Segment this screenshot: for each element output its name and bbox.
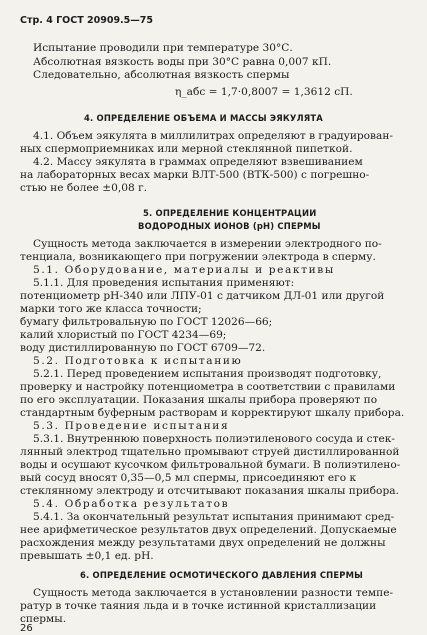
text-line: стью не более ±0,08 г. bbox=[20, 182, 147, 194]
text-line: лянный электрод тщательно промывают струей дистиллированной bbox=[20, 446, 400, 458]
text-line: превышать ±0,1 ед. рН. bbox=[20, 550, 154, 562]
text-line: Сущность метода заключается в измерении электродного по- bbox=[33, 238, 382, 250]
text-line: расхождения между результатами двух определений не должны bbox=[20, 537, 386, 549]
page-header: Стр. 4 ГОСТ 20909.5—75 bbox=[20, 15, 153, 26]
subsection-heading: 5.3. Проведение испытания bbox=[33, 420, 230, 432]
section-4-title: 4. ОПРЕДЕЛЕНИЕ ОБЪЕМА И МАССЫ ЭЯКУЛЯТА bbox=[84, 113, 323, 123]
text-line: 5.1.1. Для проведения испытания применяют: bbox=[33, 277, 295, 289]
section-6-title: 6. ОПРЕДЕЛЕНИЕ ОСМОТИЧЕСКОГО ДАВЛЕНИЯ СПЕРМЫ bbox=[80, 570, 364, 580]
subsection-heading: 5.1. Оборудование, материалы и реактивы bbox=[33, 264, 335, 276]
text-line: бумагу фильтровальную по ГОСТ 12026—66; bbox=[20, 316, 273, 328]
text-line: Абсолютная вязкость воды при 30°С равна 0,007 кП. bbox=[33, 56, 332, 68]
text-line: 4.2. Массу эякулята в граммах определяют взвешиванием bbox=[33, 156, 363, 168]
text-line: вый сосуд вносят 0,35—0,5 мл спермы, присоединяют его к bbox=[20, 472, 357, 484]
text-line: стеклянному электроду и отсчитывают показания шкалы прибора. bbox=[20, 485, 399, 497]
text-line: спермы. bbox=[20, 613, 67, 625]
text-line: на лабораторных весах марки ВЛТ-500 (ВТК-500) с погрешно- bbox=[20, 169, 370, 181]
text-line: Сущность метода заключается в установлении разности темпе- bbox=[33, 587, 394, 599]
text-line: потенциометр рН-340 или ЛПУ-01 с датчиком ДЛ-01 или другой bbox=[20, 290, 385, 302]
text-line: Следовательно, абсолютная вязкость спермы bbox=[33, 69, 290, 81]
text-line: ных спермоприемниках или мерной стеклянной пипеткой. bbox=[20, 143, 353, 155]
subsection-heading: 5.2. Подготовка к испытанию bbox=[33, 355, 243, 367]
formula: η_абс = 1,7·0,8007 = 1,3612 сП. bbox=[175, 86, 353, 98]
text-line: 5.4.1. За окончательный результат испытания принимают сред- bbox=[33, 511, 395, 523]
text-line: стандартным буферным растворам и корректируют шкалу прибора. bbox=[20, 407, 405, 419]
text-line: воду дистиллированную по ГОСТ 6709—72. bbox=[20, 342, 266, 354]
text-line: 4.1. Объем эякулята в миллилитрах определяют в градуирован- bbox=[33, 130, 393, 142]
subsection-heading: 5.4. Обработка результатов bbox=[33, 498, 230, 510]
text-line: калий хлористый по ГОСТ 4234—69; bbox=[20, 329, 227, 341]
text-line: Испытание проводили при температуре 30°С. bbox=[33, 42, 293, 54]
page-number: 26 bbox=[20, 623, 33, 634]
text-line: марки того же класса точности; bbox=[20, 303, 202, 315]
text-line: 5.3.1. Внутреннюю поверхность полиэтиленового сосуда и стек- bbox=[33, 433, 395, 445]
text-line: ратур в точке таяния льда и в точке истинной кристаллизации bbox=[20, 600, 377, 612]
text-line: воды и осушают кусочком фильтровальной бумаги. В полиэтилено- bbox=[20, 459, 401, 471]
text-line: нее арифметическое результатов двух определений. Допускаемые bbox=[20, 524, 397, 536]
text-line: по его эксплуатации. Показания шкалы прибора проверяют по bbox=[20, 394, 378, 406]
text-line: 5.2.1. Перед проведением испытания производят подготовку, bbox=[33, 368, 382, 380]
text-line: проверку и настройку потенциометра в соответствии с правилами bbox=[20, 381, 396, 393]
section-5-title-line1: 5. ОПРЕДЕЛЕНИЕ КОНЦЕНТРАЦИИ bbox=[143, 208, 317, 218]
text-line: тенциала, возникающего при погружении электрода в сперму. bbox=[20, 251, 376, 263]
section-5-title-line2: ВОДОРОДНЫХ ИОНОВ (рН) СПЕРМЫ bbox=[138, 221, 321, 231]
